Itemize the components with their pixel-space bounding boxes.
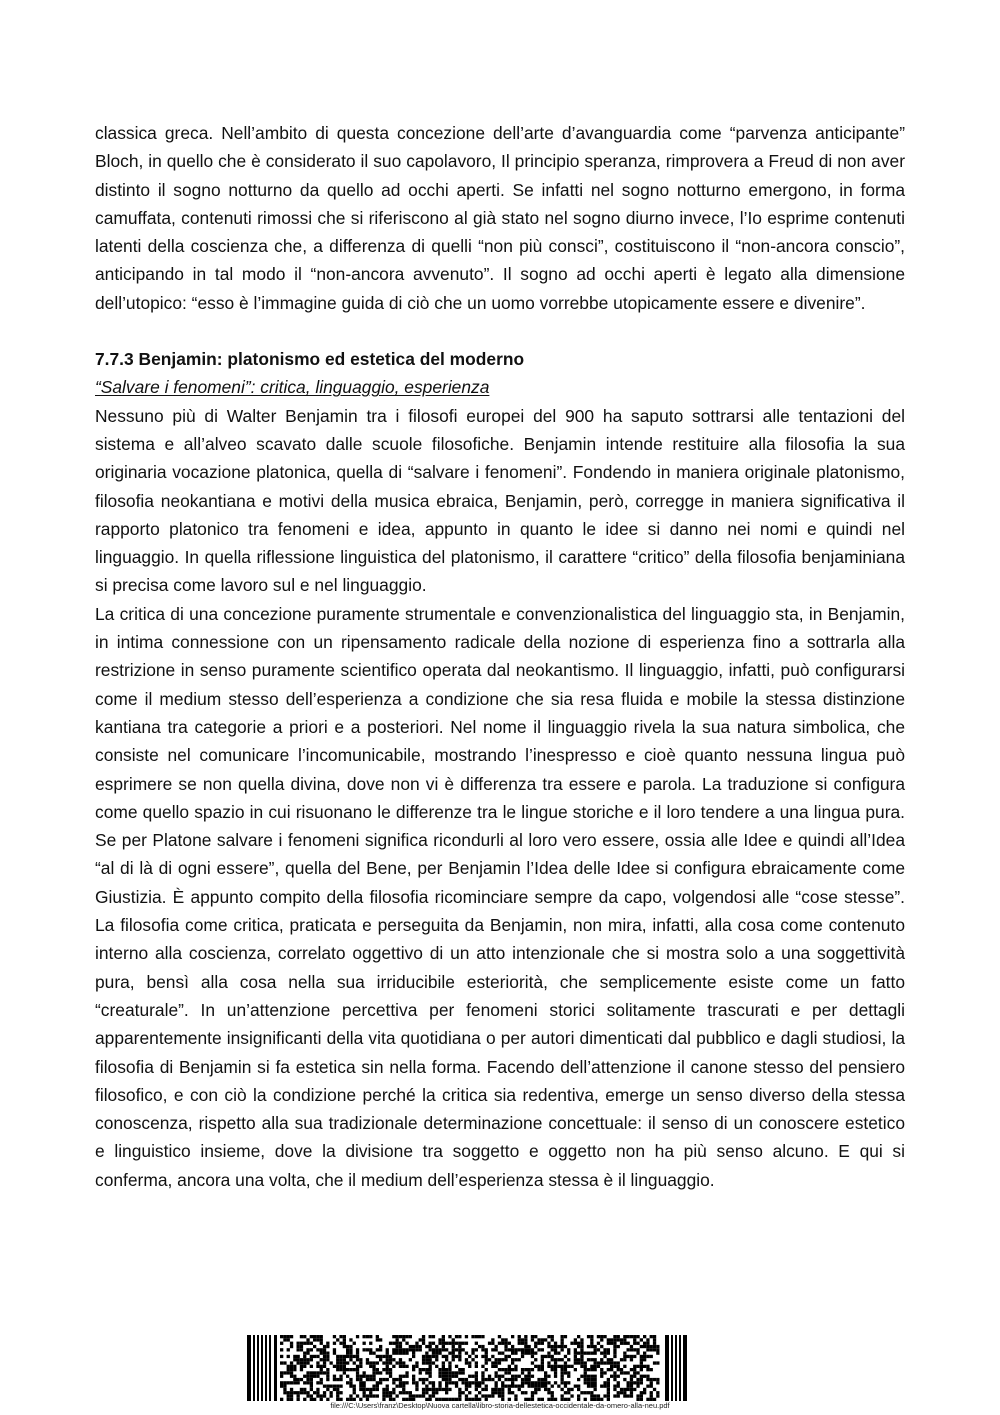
paragraph-2: La critica di una concezione puramente strumentale e convenzionalistica del linguaggio sta, in Benjamin, in intima connessione con un ripensamento radicale della nozione di esperienza fino a sottrarla alla restrizione in senso puramente scientifico operata dal neokantismo. Il linguaggio, infatti, può configurarsi come il medium stesso dell’esperienza a condizione che sia resa fluida e mobile la stessa distinzione kantiana tra categorie a priori e a posteriori. Nel nome il linguaggio rivela la sua natura simbolica, che consiste nel comunicare l’incomunicabile, mostrando l’inespresso e cioè quanto nessuna lingua può esprimere se non quella divina, dove non vi è differenza tra essere e parola. La traduzione si configura come quello spazio in cui risuonano le differenze tra le lingue storiche e il loro tendere a una lingua pura. Se per Platone salvare i fenomeni significa ricondurli al loro vero essere, ossia alle Idee e quindi all’Idea “al di là di ogni essere”, quella del Bene, per Benjamin l’Idea delle Idee si configura ebraicamente come Giustizia. È appunto compito della filosofia ricominciare sempre da capo, volgendosi alle “cose stesse”. La filosofia come critica, praticata e perseguita da Benjamin, non mira, infatti, alla cosa come contenuto interno alla coscienza, correlato oggettivo di un atto intenzionale che si mostra solo a una soggettività pura, bensì alla cosa nella sua irriducibile esteriorità, che semplicemente esiste come un fatto “creaturale”. In un’attenzione percettiva per fenomeni storici solitamente trascurati e per dettagli apparentemente insignificanti della vita quotidiana o per autori dimenticati dal pubblico e dagli studiosi, la filosofia di Benjamin si fa estetica sin nella forma. Facendo dell’attenzione il canone stesso del pensiero filosofico, e con ciò la condizione perché la critica sia redentiva, emerge un senso diverso della stessa conoscenza, rispetto alla sua tradizionale determinazione concettuale: il senso di un conoscere estetico e linguistico insieme, dove la divisione tra soggetto e oggetto non ha più senso alcuno. E qui si conferma, ancora una volta, che il medium dell’esperienza stessa è il linguaggio.: [95, 603, 905, 1190]
subheading: “Salvare i fenomeni”: critica, linguaggio, esperienza: [95, 377, 490, 398]
footer-file-path: file:///C:\Users\franz\Desktop\Nuova cartella\libro-storia-dellestetica-occidentale-da-omero-alla-neu.pdf: [330, 1401, 670, 1410]
barcode-image: [247, 1335, 687, 1401]
document-body: [95, 119, 905, 1194]
paragraph-spacer: [95, 317, 905, 345]
intro-paragraph: classica greca. Nell’ambito di questa concezione dell’arte d’avanguardia come “parvenza anticipante” Bloch, in quello che è considerato il suo capolavoro, Il principio speranza, rimprovera a Freud di non aver distinto il sogno notturno da quello ad occhi aperti. Se infatti nel sogno notturno emergono, in forma camuffata, contenuti rimossi che si riferiscono al già stato nel sogno diurno invece, l’Io esprime contenuti latenti della coscienza che, a differenza di quelli “non più consci”, costituiscono il “non-ancora conscio”, anticipando in tal modo il “non-ancora avvenuto”. Il sogno ad occhi aperti è legato alla dimensione dell’utopico: “esso è l’immagine guida di ciò che un uomo vorrebbe utopicamente essere e divenire”.: [95, 123, 905, 313]
section-heading: 7.7.3 Benjamin: platonismo ed estetica del moderno: [95, 349, 525, 370]
paragraph-1: Nessuno più di Walter Benjamin tra i filosofi europei del 900 ha saputo sottrarsi alle tentazioni del sistema e all’alveo scavato dalle scuole filosofiche. Benjamin intende restituire alla filosofia la sua originaria vocazione platonica, quella di “salvare i fenomeni”. Fondendo in maniera originale platonismo, filosofia neokantiana e motivi della musica ebraica, Benjamin, però, corregge in maniera significativa il rapporto platonico tra fenomeni e idea, appunto in quanto le idee si danno nei nomi e quindi nel linguaggio. In quella riflessione linguistica del platonismo, il carattere “critico” della filosofia benjaminiana si precisa come lavoro sul e nel linguaggio.: [95, 405, 905, 596]
